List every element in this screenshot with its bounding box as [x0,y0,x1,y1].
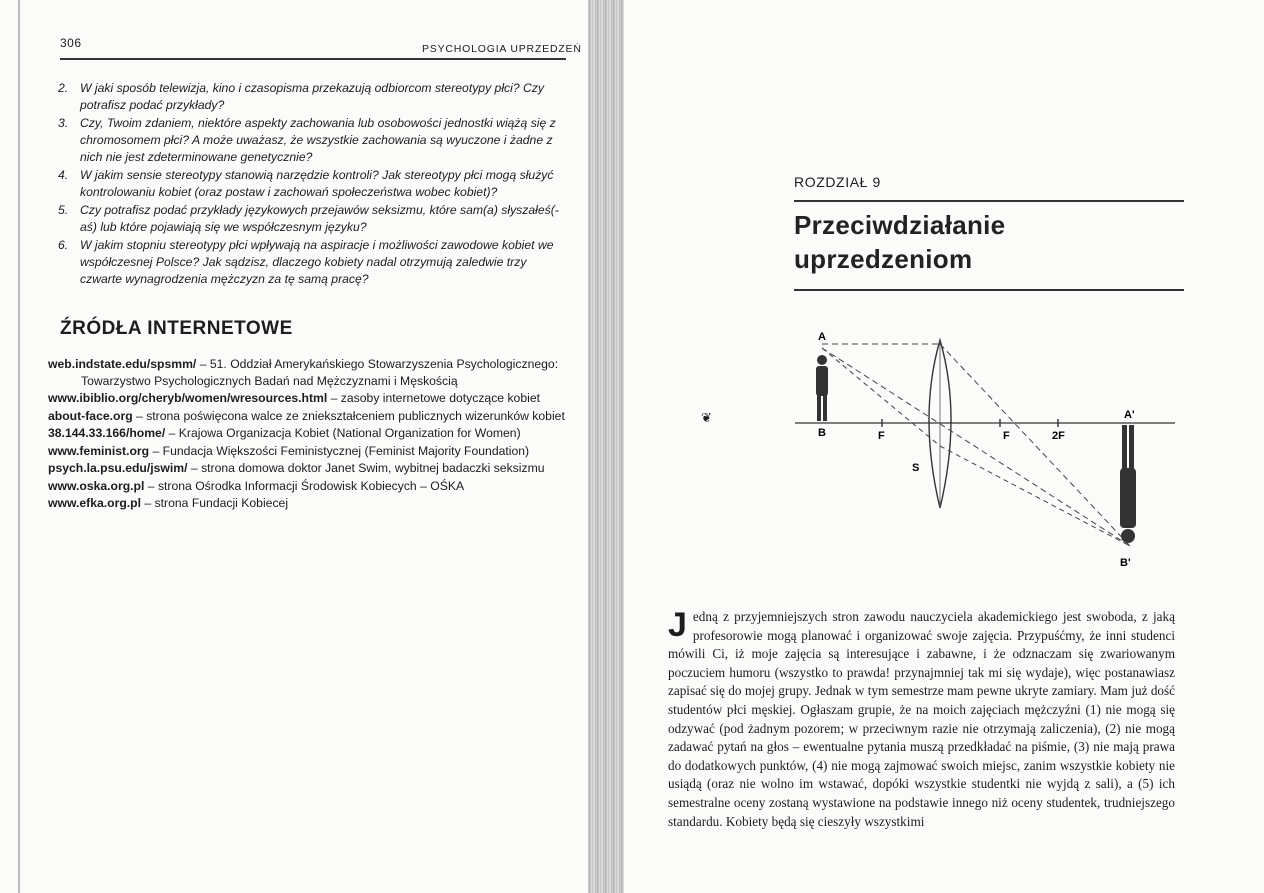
ray-exit-parallel [940,446,1130,546]
label-f2: F [1003,430,1010,442]
label-a-prime: A' [1124,409,1135,421]
question-text: Czy, Twoim zdaniem, niektóre aspekty zachowania lub osobowości jednostki wiążą się z chromosomem płci? A może uważasz, że wszystkie zachowania są wyuczone i żadne z nich nie jest zdeterminowane genetycznie? [80,116,556,164]
source-item [48,460,568,477]
label-b-prime: B' [1120,557,1131,569]
source-desc: – strona Ośrodka Informacji Środowisk Kobiecych – OŚKA [144,478,465,493]
source-url: www.ibiblio.org/cheryb/women/wresources.html [48,391,328,405]
source-url: www.oska.org.pl [48,478,145,493]
question-number: 3. [58,116,69,130]
label-f1: F [878,430,885,442]
fleuron-ornament: ❦ [701,410,712,425]
question-item [48,115,568,166]
lens-diagram [790,326,1180,576]
source-item [48,425,568,442]
label-a: A [818,331,826,343]
question-item [48,167,568,201]
book-gutter [588,0,624,893]
label-s: S [912,462,920,474]
question-list [48,80,568,289]
source-desc: – strona poświęcona walce ze zniekształceniem publicznych wizerunków kobiet [132,408,565,423]
source-desc: – zasoby internetowe dotyczące kobiet [327,391,540,405]
source-item [48,356,568,389]
chapter-title-line2: uprzedzeniom [794,244,973,274]
source-item [48,408,568,425]
question-text: Czy potrafisz podać przykłady językowych przejawów seksizmu, które sam(a) słyszałeś(-aś) lub które pojawiają się we współczesnym języku? [80,203,559,234]
chapter-label: ROZDZIAŁ 9 [794,174,881,190]
label-b: B [818,427,826,439]
question-text: W jaki sposób telewizja, kino i czasopisma przekazują odbiorcom stereotypy płci? Czy potrafisz podać przykłady? [80,81,544,112]
running-head: PSYCHOLOGIA UPRZEDZEŃ [422,43,582,55]
question-number: 6. [58,238,69,252]
chapter-body-text [668,608,1175,831]
inverted-image-figure-icon [1120,425,1136,543]
source-desc: – strona Fundacji Kobiecej [141,496,289,510]
question-item [48,80,568,114]
chapter-rule-top [794,200,1184,202]
chapter-rule-bottom [794,289,1184,291]
source-desc: – Krajowa Organizacja Kobiet (National Organization for Women) [165,426,521,440]
question-text: W jakim stopniu stereotypy płci wpływają na aspiracje i możliwości zawodowe kobiet we współczesnej Polsce? Jak sądzisz, dlaczego kobiety nadal otrzymują zaledwie trzy czwarte wynagrodzenia mężczyzn za tę samą pracę? [80,238,554,286]
section-title: ŹRÓDŁA INTERNETOWE [60,318,293,339]
source-url: www.efka.org.pl [48,496,142,510]
source-url: psych.la.psu.edu/jswim/ [48,461,188,475]
source-url: web.indstate.edu/spsmm/ [48,357,197,371]
question-number: 2. [58,81,69,95]
question-text: W jakim sensie stereotypy stanowią narzędzie kontroli? Jak stereotypy płci mogą służyć kontrolowaniu kobiet (oraz postaw i zachowań społeczeństwa wobec kobiet)? [80,168,554,199]
source-item [48,443,568,460]
chapter-title-line1: Przeciwdziałanie [794,210,1006,240]
ray-through-center [822,348,1130,546]
source-item [48,478,568,495]
question-number: 4. [58,168,69,182]
question-item [48,237,568,288]
question-number: 5. [58,203,69,217]
left-page [0,0,592,893]
object-figure-icon [816,355,828,421]
source-item [48,495,568,512]
source-item [48,390,568,407]
chapter-title [794,208,1194,276]
question-item [48,202,568,236]
body-paragraph: edną z przyjemniejszych stron zawodu nauczyciela akademickiego jest swoboda, z jaką profesorowie mogą planować i organizować swoje zajęcia. Przypuśćmy, że inni studenci mówili Ci, iż moje zajęcia są interesujące i zabawne, i że odznaczam się zwariowanym poczuciem humoru (wszystko to prawda! przynajmniej tak mi się wydaje), więc postanawiasz zapisać się do mojej grupy. Jednak w tym semestrze mam pewne ukryte zamiary. Mam już dość studentów płci męskiej. Ogłaszam grupie, że na moich zajęciach mężczyźni (1) nie mogą się odzywać (pod żadnym pozorem; w przeciwnym razie nie otrzymają zaliczenia), (2) nie mogą zadawać pytań na głos – ewentualne pytania muszą przedkładać na piśmie, (3) nie mają prawa do dodatkowych punktów, (4) nie mogą zajmować swoich miejsc, zanim wszystkie kobiety nie usiądą (oraz nie wolno im wstawać, dopóki wszystkie studentki nie wyjdą z sali), a (5) ich semestralne oceny zostaną wystawione na podstawie innego niż oceny studentek, trudniejszego standardu. Kobiety będą się cieszyły wszystkimi [668,609,1175,829]
label-2f: 2F [1052,430,1065,442]
ray-refracted [940,344,1130,546]
source-desc: – strona domowa doktor Janet Swim, wybitnej badaczki seksizmu [187,461,545,475]
source-url: 38.144.33.166/home/ [48,426,166,440]
drop-cap: J [668,606,687,644]
header-rule [60,58,566,60]
source-desc: – Fundacja Większości Feministycznej (Feminist Majority Foundation) [149,443,530,458]
source-url: www.feminist.org [48,443,150,458]
source-url: about-face.org [48,408,133,423]
page-number: 306 [60,36,82,50]
source-desc: – 51. Oddział Amerykańskiego Stowarzyszenia Psychologicznego: Towarzystwo Psychologicznych Badań nad Mężczyznami i Męskością [81,357,559,388]
source-list [48,356,568,513]
